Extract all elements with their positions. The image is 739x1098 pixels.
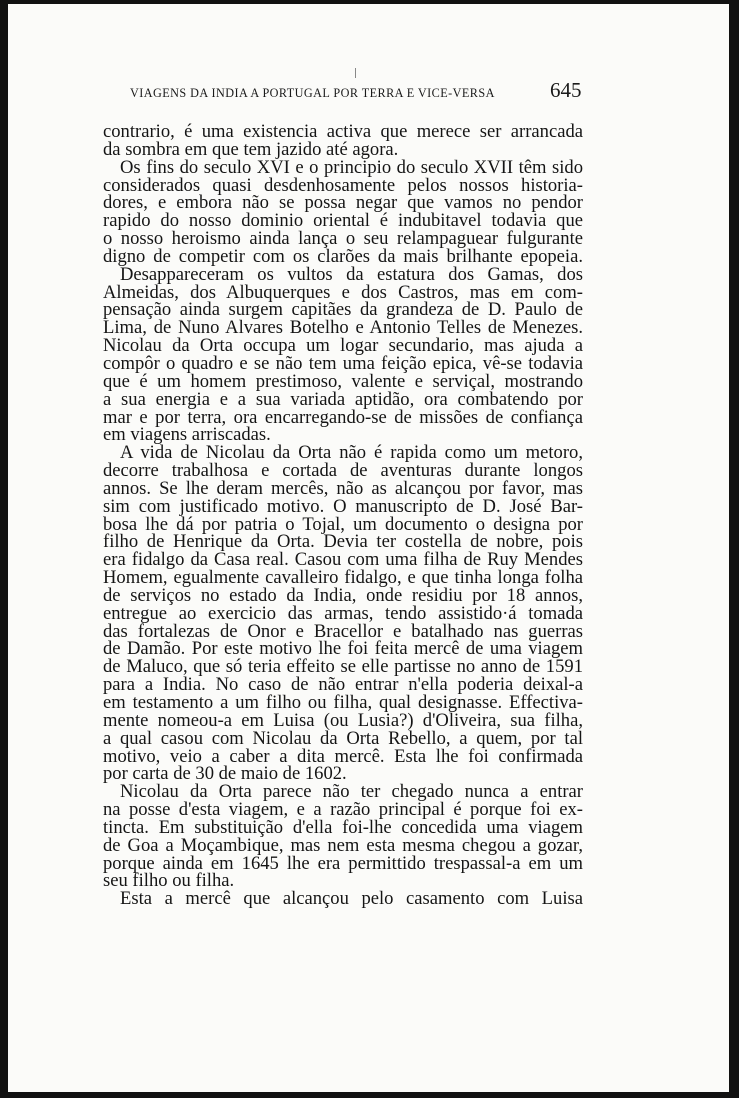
- text-line: decorre trabalhosa e cortada de aventuras durante longos: [103, 460, 583, 482]
- text-line: filho de Henrique da Orta. Devia ter costella de nobre, pois: [103, 531, 583, 553]
- text-line: das fortalezas de Onor e Bracellor e batalhado nas guerras: [103, 620, 583, 642]
- page-number: 645: [550, 78, 582, 102]
- text-line: a sua energia e a sua variada aptidão, ora combatendo por: [103, 388, 583, 410]
- text-line: annos. Se lhe deram mercês, não as alcançou por favor, mas: [103, 477, 583, 499]
- text-line: porque ainda em 1645 lhe era permittido trespassal-a em um: [103, 852, 583, 874]
- body-text: [103, 123, 583, 908]
- text-line: bosa lhe dá por patria o Tojal, um documento o designa por: [103, 513, 583, 535]
- text-line: Almeidas, dos Albuquerques e dos Castros, mas em com-: [103, 281, 583, 303]
- text-line: pensação ainda surgem capitães da grandeza de D. Paulo de: [103, 299, 583, 321]
- running-header: VIAGENS DA INDIA A PORTUGAL POR TERRA E VICE-VERSA: [130, 86, 495, 100]
- text-line: Lima, de Nuno Alvares Botelho e Antonio Telles de Menezes.: [103, 317, 583, 339]
- text-line: a qual casou com Nicolau da Orta Rebello, a quem, por tal: [103, 727, 583, 749]
- text-line: Homem, egualmente cavalleiro fidalgo, e que tinha longa folha: [103, 567, 583, 589]
- text-line: Os fins do seculo XVI e o principio do seculo XVII têm sido: [120, 156, 583, 178]
- text-line: A vida de Nicolau da Orta não é rapida como um metoro,: [120, 442, 583, 464]
- text-line: dores, e embora não se possa negar que vamos no pendor: [103, 192, 583, 214]
- text-line: o nosso heroismo ainda lança o seu relampaguear fulgurante: [103, 228, 583, 250]
- text-line: compôr o quadro e se não tem uma feição epica, vê-se todavia: [103, 352, 583, 374]
- text-line: da sombra em que tem jazido até agora.: [103, 138, 399, 160]
- text-line: Desappareceram os vultos da estatura dos Gamas, dos: [120, 263, 583, 285]
- text-line: na posse d'esta viagem, e a razão principal é porque foi ex-: [103, 799, 583, 821]
- text-line: digno de competir com os clarões da mais brilhante epopeia.: [103, 245, 583, 267]
- text-line: era fidalgo da Casa real. Casou com uma filha de Ruy Mendes: [103, 549, 583, 571]
- text-line: sim com justificado motivo. O manuscripto de D. José Bar-: [103, 495, 583, 517]
- text-line: de serviços no estado da India, onde residiu por 18 annos,: [103, 584, 583, 606]
- text-line: considerados quasi desdenhosamente pelos nossos historia-: [103, 174, 583, 196]
- text-line: de Maluco, que só teria effeito se elle partisse no anno de 1591: [103, 656, 583, 678]
- text-line: para a India. No caso de não entrar n'ella poderia deixal-a: [103, 674, 583, 696]
- scan-mark: [355, 68, 356, 78]
- text-line: Nicolau da Orta occupa um logar secundario, mas ajuda a: [103, 335, 583, 357]
- text-line: entregue ao exercicio das armas, tendo assistido·á tomada: [103, 602, 583, 624]
- text-line: rapido do nosso dominio oriental é indubitavel todavia que: [103, 210, 583, 232]
- text-line: seu filho ou filha.: [103, 870, 235, 892]
- text-line: Esta a mercê que alcançou pelo casamento com Luisa: [120, 888, 583, 910]
- text-line: de Goa a Moçambique, mas nem esta mesma chegou a gozar,: [103, 834, 583, 856]
- text-line: motivo, veio a caber a dita mercê. Esta lhe foi confirmada: [103, 745, 583, 767]
- text-line: mente nomeou-a em Luisa (ou Lusia?) d'Oliveira, sua filha,: [103, 709, 583, 731]
- text-line: tincta. Em substituição d'ella foi-lhe concedida uma viagem: [103, 816, 583, 838]
- text-line: em viagens arriscadas.: [103, 424, 271, 446]
- text-line: por carta de 30 de maio de 1602.: [103, 763, 347, 785]
- text-line: que é um homem prestimoso, valente e serviçal, mostrando: [103, 370, 583, 392]
- text-line: em testamento a um filho ou filha, qual designasse. Effectiva-: [103, 692, 583, 713]
- text-line: contrario, é uma existencia activa que merece ser arrancada: [103, 121, 583, 142]
- text-line: mar e por terra, ora encarregando-se de missões de confiança: [103, 406, 583, 428]
- text-line: Nicolau da Orta parece não ter chegado nunca a entrar: [120, 781, 583, 803]
- text-line: de Damão. Por este motivo lhe foi feita mercê de uma viagem: [103, 638, 583, 660]
